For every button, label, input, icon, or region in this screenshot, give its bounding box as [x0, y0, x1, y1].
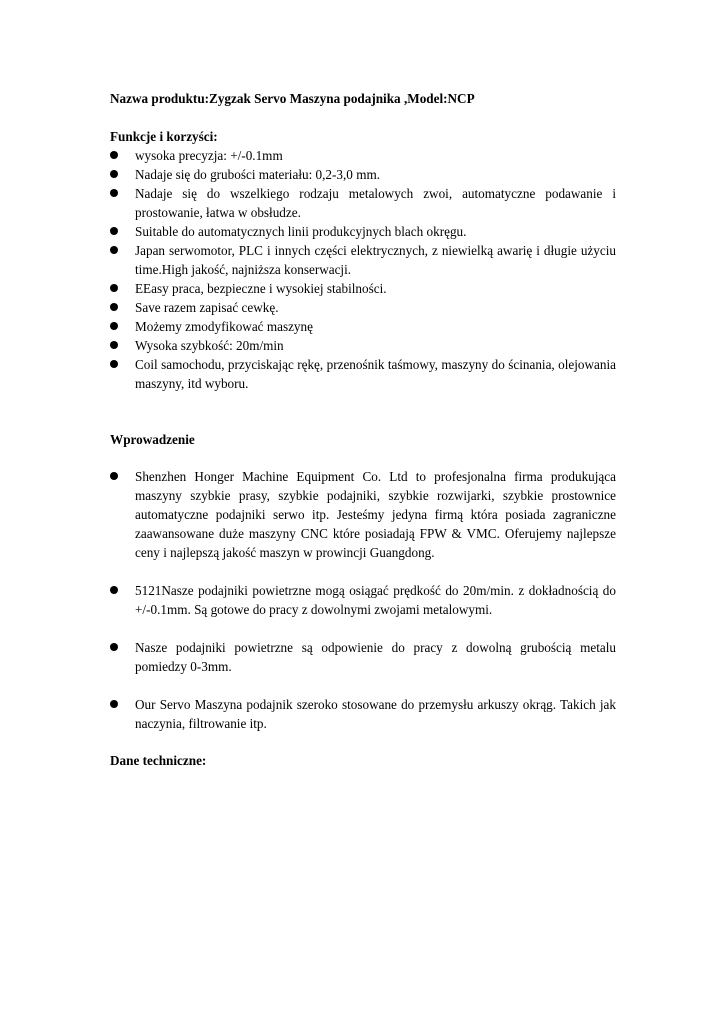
list-item — [110, 467, 616, 562]
list-item — [110, 184, 616, 222]
bullet-icon — [110, 586, 118, 594]
features-list — [110, 146, 616, 393]
list-item — [110, 298, 616, 317]
list-item — [110, 317, 616, 336]
feature-text: Nadaje się do wszelkiego rodzaju metalowych zwoi, automatyczne podawanie i prostowanie, łatwa w obsłudze. — [135, 186, 616, 220]
bullet-icon — [110, 151, 118, 159]
intro-text: Our Servo Maszyna podajnik szeroko stosowane do przemysłu arkuszy okrąg. Takich jak naczynia, filtrowanie itp. — [135, 697, 616, 731]
intro-text: Shenzhen Honger Machine Equipment Co. Ltd to profesjonalna firma produkująca maszyny szybkie prasy, szybkie podajniki, szybkie rozwijarki, szybkie prostownice automatyczne podajniki serwo itp. Jesteśmy jedyna firmą która posiada zagraniczne zaawansowane duże maszyny CNC które posiadają FPW & VMC. Oferujemy najlepsze ceny i najlepszą jakość maszyn w prowincji Guangdong. — [135, 469, 616, 560]
list-item — [110, 355, 616, 393]
list-item — [110, 695, 616, 733]
list-item — [110, 336, 616, 355]
feature-text: Nadaje się do grubości materiału: 0,2-3,0 mm. — [135, 167, 381, 182]
feature-text: Suitable do automatycznych linii produkcyjnych blach okręgu. — [135, 224, 467, 239]
feature-text: Coil samochodu, przyciskając rękę, przenośnik taśmowy, maszyny do ścinania, olejowania maszyny, itd wyboru. — [135, 357, 616, 391]
list-item — [110, 241, 616, 279]
technical-data-heading: Dane techniczne: — [110, 753, 207, 768]
feature-text: wysoka precyzja: +/-0.1mm — [135, 148, 283, 163]
bullet-icon — [110, 341, 118, 349]
bullet-icon — [110, 303, 118, 311]
list-item — [110, 279, 616, 298]
bullet-icon — [110, 189, 118, 197]
list-item — [110, 581, 616, 619]
bullet-icon — [110, 700, 118, 708]
list-item — [110, 165, 616, 184]
list-item — [110, 146, 616, 165]
bullet-icon — [110, 360, 118, 368]
feature-text: Wysoka szybkość: 20m/min — [135, 338, 284, 353]
introduction-heading: Wprowadzenie — [110, 432, 195, 447]
intro-text: Nasze podajniki powietrzne są odpowienie do pracy z dowolną grubością metalu pomiedzy 0-3mm. — [135, 640, 616, 674]
bullet-icon — [110, 246, 118, 254]
feature-text: EEasy praca, bezpieczne i wysokiej stabilności. — [135, 281, 387, 296]
feature-text: Save razem zapisać cewkę. — [135, 300, 279, 315]
bullet-icon — [110, 472, 118, 480]
features-heading: Funkcje i korzyści: — [110, 129, 218, 144]
list-item — [110, 638, 616, 676]
product-title: Nazwa produktu:Zygzak Servo Maszyna podajnika ,Model:NCP — [110, 91, 475, 106]
bullet-icon — [110, 170, 118, 178]
bullet-icon — [110, 322, 118, 330]
feature-text: Japan serwomotor, PLC i innych części elektrycznych, z niewielką awarię i długie użyciu time.High jakość, najniższa konserwacji. — [135, 243, 616, 277]
bullet-icon — [110, 284, 118, 292]
introduction-list — [110, 467, 616, 752]
bullet-icon — [110, 643, 118, 651]
list-item — [110, 222, 616, 241]
bullet-icon — [110, 227, 118, 235]
feature-text: Możemy zmodyfikować maszynę — [135, 319, 313, 334]
intro-text: 5121Nasze podajniki powietrzne mogą osiągać prędkość do 20m/min. z dokładnością do +/-0.1mm. Są gotowe do pracy z dowolnymi zwojami metalowymi. — [135, 583, 616, 617]
